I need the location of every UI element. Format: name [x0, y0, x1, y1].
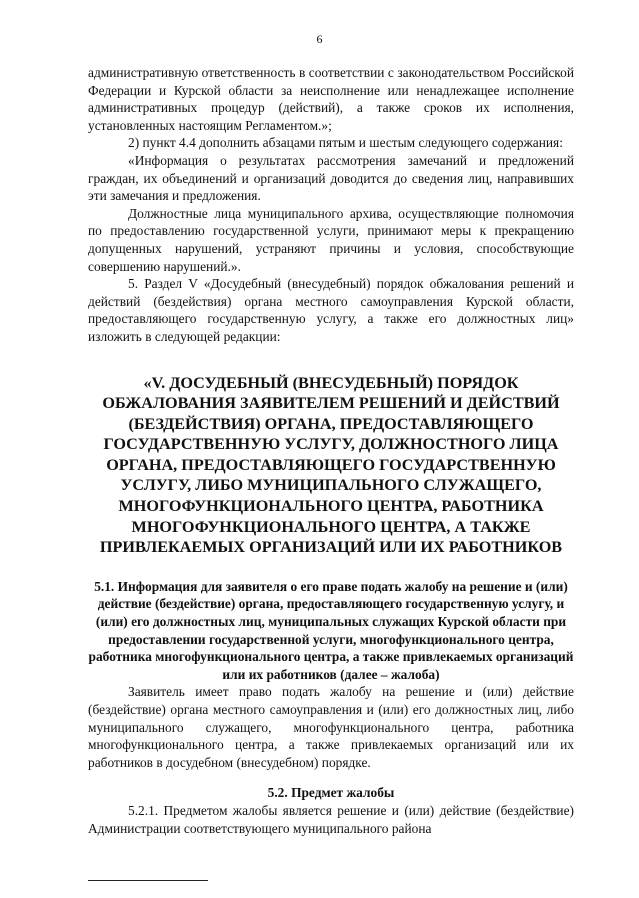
subsection-5-2-text: 5.2.1. Предметом жалобы является решение и (или) действие (бездействие) Администрации соответствующего муниципального района	[88, 802, 574, 836]
footer-divider	[88, 880, 208, 881]
paragraph-quote-information: «Информация о результатах рассмотрения замечаний и предложений граждан, их объединений и организаций доводится до сведения лиц, направивших эти замечания и предложения.	[88, 152, 574, 204]
subsection-5-2-heading: 5.2. Предмет жалобы	[267, 785, 395, 801]
paragraph-continuation: административную ответственность в соответствии с законодательством Российской Федерации и Курской области за неисполнение или ненадлежащее исполнение административных процедур (действий), а также сроков их исполнения, установленных настоящим Регламентом.»;	[88, 65, 574, 133]
paragraph-item-5: 5. Раздел V «Досудебный (внесудебный) порядок обжалования решений и действий (бездействия) органа местного самоуправления Курской области, предоставляющего государственную услугу, а также его должностных лиц» изложить в следующей редакции:	[88, 276, 574, 344]
paragraph-item-2: 2) пункт 4.4 дополнить абзацами пятым и шестым следующего содержания:	[128, 135, 563, 151]
paragraph-officials: Должностные лица муниципального архива, осуществляющие полномочия по предоставлению государственной услуги, принимают меры к прекращению допущенных нарушений, устраняют причины и условия, способствующие совершению нарушений.».	[88, 205, 574, 274]
section-v-heading: «V. ДОСУДЕБНЫЙ (ВНЕСУДЕБНЫЙ) ПОРЯДОК ОБЖАЛОВАНИЯ ЗАЯВИТЕЛЕМ РЕШЕНИЙ И ДЕЙСТВИЙ (БЕЗДЕЙСТВИЯ) ОРГАНА, ПРЕДОСТАВЛЯЮЩЕГО ГОСУДАРСТВЕННУЮ УСЛУГУ, ДОЛЖНОСТНОГО ЛИЦА ОРГАНА, ПРЕДОСТАВЛЯЮЩЕГО ГОСУДАРСТВЕННУЮ УСЛУГУ, ЛИБО МУНИЦИПАЛЬНОГО СЛУЖАЩЕГО, МНОГОФУНКЦИОНАЛЬНОГО ЦЕНТРА, РАБОТНИКА МНОГОФУНКЦИОНАЛЬНОГО ЦЕНТРА, А ТАКЖЕ ПРИВЛЕКАЕМЫХ ОРГАНИЗАЦИЙ ИЛИ ИХ РАБОТНИКОВ	[99, 373, 563, 557]
subsection-5-1-heading: 5.1. Информация для заявителя о его праве подать жалобу на решение и (или) действие (бездействие) органа, предоставляющего государственную услугу, и (или) его должностных лиц, муниципальных служащих Курской области при предоставлении государственной услуги, многофункционального центра, работника многофункционального центра, а также привлекаемых организаций или их работников (далее – жалоба)	[88, 578, 574, 682]
page-number: 6	[316, 32, 323, 46]
subsection-5-1-text: Заявитель имеет право подать жалобу на решение и (или) действие (бездействие) органа местного самоуправления и (или) его должностных лиц, либо муниципального служащего, многофункционального центра, работника многофункционального центра, а также привлекаемых организаций или их работников в досудебном (внесудебном) порядке.	[88, 684, 574, 770]
document-body	[88, 64, 574, 837]
